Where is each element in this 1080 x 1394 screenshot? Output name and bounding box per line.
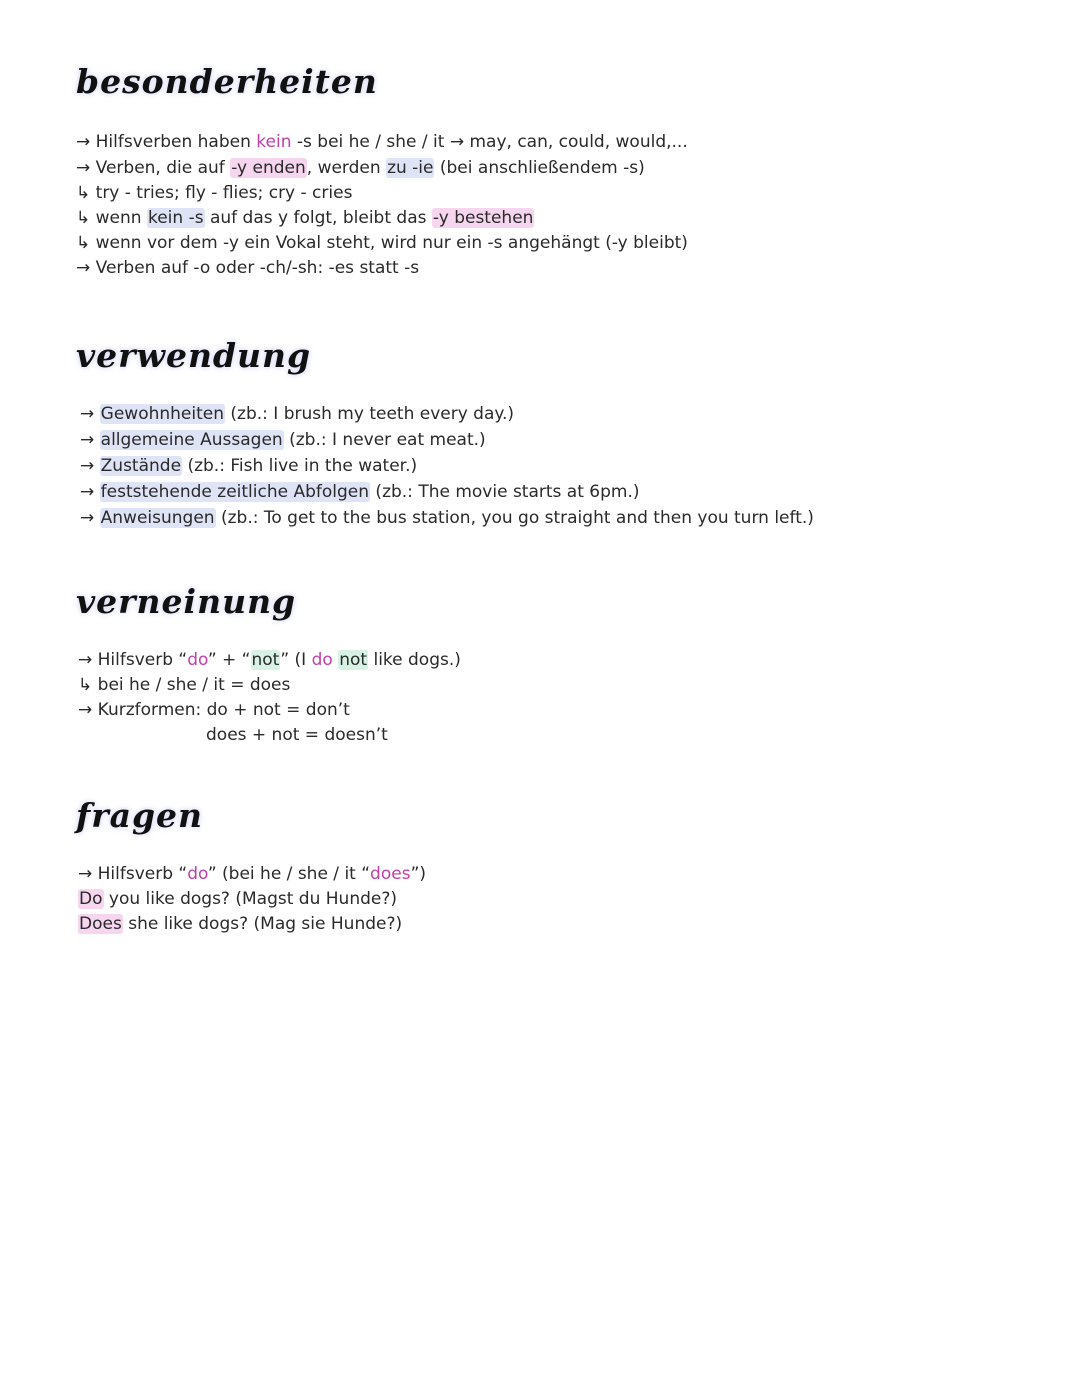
text: ↳ wenn [76,208,147,228]
verwendung-item [80,506,814,530]
term: Zustände [100,456,182,476]
highlight-y-enden: -y enden [231,158,306,178]
text: → Hilfsverb “ [78,864,188,884]
text: → Hilfsverb “ [78,650,188,670]
arrow-icon: → [80,508,95,528]
text: → Verben, die auf [76,158,231,178]
highlight-y-bestehen: -y bestehen [432,208,534,228]
besonderheiten-line-5: ↳ wenn vor dem -y ein Vokal steht, wird nur ein -s angehängt (-y bleibt) [76,233,688,253]
verwendung-item [80,428,486,452]
text: → Hilfsverben haben [76,132,257,152]
fragen-line-3 [78,912,402,936]
fragen-line-1 [78,862,426,886]
highlight-does: Does [79,914,122,934]
verneinung-line-1 [78,648,461,672]
text: (bei anschließendem -s) [434,158,645,178]
example: (zb.: Fish live in the water.) [182,456,418,476]
example: (zb.: The movie starts at 6pm.) [370,482,640,502]
text: ” + “ [207,650,251,670]
keyword-do: do [187,650,208,670]
keyword-not: not [251,650,280,670]
keyword-do: do [187,864,208,884]
besonderheiten-line-3: ↳ try - tries; fly - flies; cry - cries [76,183,353,203]
highlight-do: Do [79,889,103,909]
text: you like dogs? (Magst du Hunde?) [103,889,397,909]
verwendung-item [80,454,417,478]
besonderheiten-line-6: → Verben auf -o oder -ch/-sh: -es statt -s [76,258,420,278]
fragen-line-2 [78,887,397,911]
term: Gewohnheiten [100,404,224,424]
text: ” (bei he / she / it “ [207,864,371,884]
text: , werden [306,158,387,178]
term: feststehende zeitliche Abfolgen [100,482,370,502]
heading-verneinung: verneinung [76,582,297,621]
heading-besonderheiten: besonderheiten [76,62,378,101]
besonderheiten-line-1 [76,130,688,154]
verneinung-line-3: → Kurzformen: do + not = don’t [78,700,350,720]
text: auf das y folgt, bleibt das [204,208,432,228]
example: (zb.: I never eat meat.) [283,430,486,450]
highlight-kein-s: kein -s [147,208,204,228]
arrow-icon: → [80,456,95,476]
text: -s bei he / she / it → may, can, could, would,... [291,132,688,152]
verwendung-item [80,402,514,426]
term: allgemeine Aussagen [100,430,283,450]
arrow-icon: → [80,482,95,502]
verwendung-item [80,480,640,504]
text: ” (I [280,650,312,670]
text: ”) [410,864,427,884]
verneinung-line-4: does + not = doesn’t [206,725,388,745]
keyword-does: does [370,864,411,884]
arrow-icon: → [80,430,95,450]
keyword-do: do [311,650,333,670]
example: (zb.: To get to the bus station, you go straight and then you turn left.) [215,508,814,528]
arrow-icon: → [80,404,95,424]
besonderheiten-line-4 [76,206,534,230]
highlight-zu-ie: zu -ie [387,158,434,178]
example: (zb.: I brush my teeth every day.) [225,404,515,424]
heading-fragen: fragen [76,796,204,835]
besonderheiten-line-2 [76,156,645,180]
term: Anweisungen [100,508,215,528]
text: like dogs.) [368,650,461,670]
verneinung-line-2: ↳ bei he / she / it = does [78,675,291,695]
text: she like dogs? (Mag sie Hunde?) [122,914,403,934]
heading-verwendung: verwendung [76,336,312,375]
keyword-kein: kein [256,132,292,152]
keyword-not: not [339,650,368,670]
